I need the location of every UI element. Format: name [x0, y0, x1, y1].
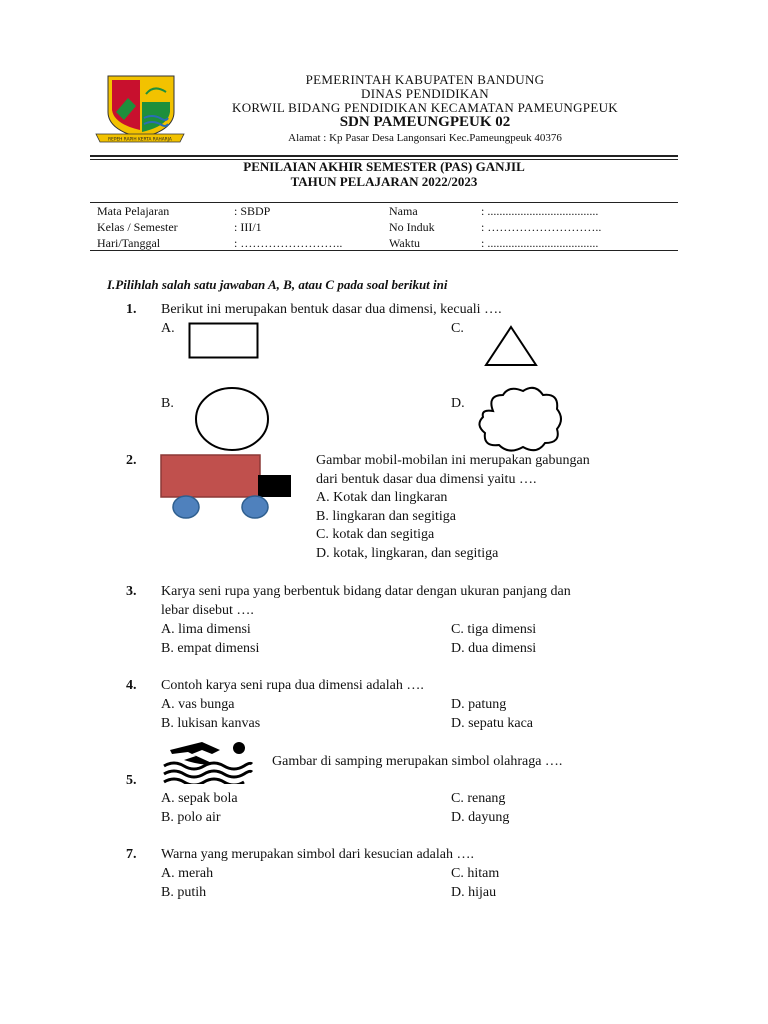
- q5-option-a: A. sepak bola: [161, 791, 238, 806]
- q4-option-d-second: D. sepatu kaca: [451, 716, 534, 731]
- q2-text-line2: dari bentuk dasar dua dimensi yaitu ….: [316, 472, 537, 487]
- subject-label: Mata Pelajaran: [97, 204, 170, 218]
- q2-number: 2.: [126, 453, 137, 468]
- time-label: Waktu: [389, 236, 421, 250]
- q1-option-c: C.: [451, 321, 464, 336]
- q7-option-b: B. putih: [161, 885, 207, 900]
- subject-value: : SBDP: [234, 204, 271, 218]
- q5-option-c: C. renang: [451, 791, 506, 806]
- q4-option-a: A. vas bunga: [161, 697, 235, 712]
- q3-text-line2: lebar disebut ….: [161, 603, 254, 618]
- name-label: Nama: [389, 204, 418, 218]
- instruction: I.Pilihlah salah satu jawaban A, B, atau C pada soal berikut ini: [107, 277, 448, 292]
- q7-option-a: A. merah: [161, 866, 214, 881]
- letterhead-korwil: KORWIL BIDANG PENDIDIKAN KECAMATAN PAMEUNGPEUK: [232, 100, 618, 115]
- q4-option-d-first: D. patung: [451, 697, 507, 712]
- q2-option-b: B. lingkaran dan segitiga: [316, 509, 456, 524]
- date-value: : ……………………..: [234, 236, 343, 250]
- q1-option-d: D.: [451, 396, 465, 411]
- class-label: Kelas / Semester: [97, 220, 178, 234]
- logo-motto: REPEH RAPIH KERTA RAHARJA: [108, 137, 172, 143]
- q5-option-d: D. dayung: [451, 810, 510, 825]
- q5-text: Gambar di samping merupakan simbol olahraga ….: [272, 754, 563, 769]
- q3-option-a: A. lima dimensi: [161, 622, 251, 637]
- swimming-icon: [162, 738, 254, 784]
- q1-option-a: A.: [161, 321, 175, 336]
- toy-truck-image: [160, 454, 294, 520]
- q1-text: Berikut ini merupakan bentuk dasar dua dimensi, kecuali ….: [161, 302, 502, 317]
- student-id-value: : ………………………..: [481, 220, 602, 234]
- q1-number: 1.: [126, 302, 137, 317]
- q7-option-d: D. hijau: [451, 885, 497, 900]
- district-logo: [94, 72, 186, 146]
- info-bottom-divider: [90, 250, 678, 251]
- triangle-shape: [484, 325, 538, 367]
- circle-shape: [194, 386, 270, 452]
- name-value: : .....................................: [481, 204, 599, 218]
- cloud-shape: [473, 381, 567, 457]
- q3-option-b: B. empat dimensi: [161, 641, 260, 656]
- q7-option-c: C. hitam: [451, 866, 500, 881]
- q4-option-b: B. lukisan kanvas: [161, 716, 261, 731]
- q3-option-d: D. dua dimensi: [451, 641, 537, 656]
- q2-text-line1: Gambar mobil-mobilan ini merupakan gabungan: [316, 453, 590, 468]
- q3-text-line1: Karya seni rupa yang berbentuk bidang datar dengan ukuran panjang dan: [161, 584, 571, 599]
- q7-number: 7.: [126, 847, 137, 862]
- q2-option-d: D. kotak, lingkaran, dan segitiga: [316, 546, 499, 561]
- letterhead-agency: DINAS PENDIDIKAN: [361, 86, 489, 101]
- q4-number: 4.: [126, 678, 137, 693]
- rectangle-shape: [188, 322, 260, 360]
- q4-text: Contoh karya seni rupa dua dimensi adalah ….: [161, 678, 424, 693]
- class-value: : III/1: [234, 220, 262, 234]
- time-value: : .....................................: [481, 236, 599, 250]
- header-divider: [90, 155, 678, 157]
- q5-number: 5.: [126, 773, 137, 788]
- exam-title: PENILAIAN AKHIR SEMESTER (PAS) GANJIL: [243, 159, 525, 174]
- date-label: Hari/Tanggal: [97, 236, 161, 250]
- q7-text: Warna yang merupakan simbol dari kesucian adalah ….: [161, 847, 474, 862]
- exam-year: TAHUN PELAJARAN 2022/2023: [290, 174, 478, 189]
- q3-option-c: C. tiga dimensi: [451, 622, 537, 637]
- student-id-label: No Induk: [389, 220, 435, 234]
- school-name: SDN PAMEUNGPEUK 02: [339, 114, 511, 130]
- school-address: Alamat : Kp Pasar Desa Langonsari Kec.Pameungpeuk 40376: [288, 132, 562, 144]
- q2-option-a: A. Kotak dan lingkaran: [316, 490, 448, 505]
- q2-option-c: C. kotak dan segitiga: [316, 527, 435, 542]
- q5-option-b: B. polo air: [161, 810, 221, 825]
- letterhead-government: PEMERINTAH KABUPATEN BANDUNG: [305, 72, 545, 87]
- q3-number: 3.: [126, 584, 137, 599]
- q1-option-b: B.: [161, 396, 174, 411]
- info-top-divider: [90, 202, 678, 203]
